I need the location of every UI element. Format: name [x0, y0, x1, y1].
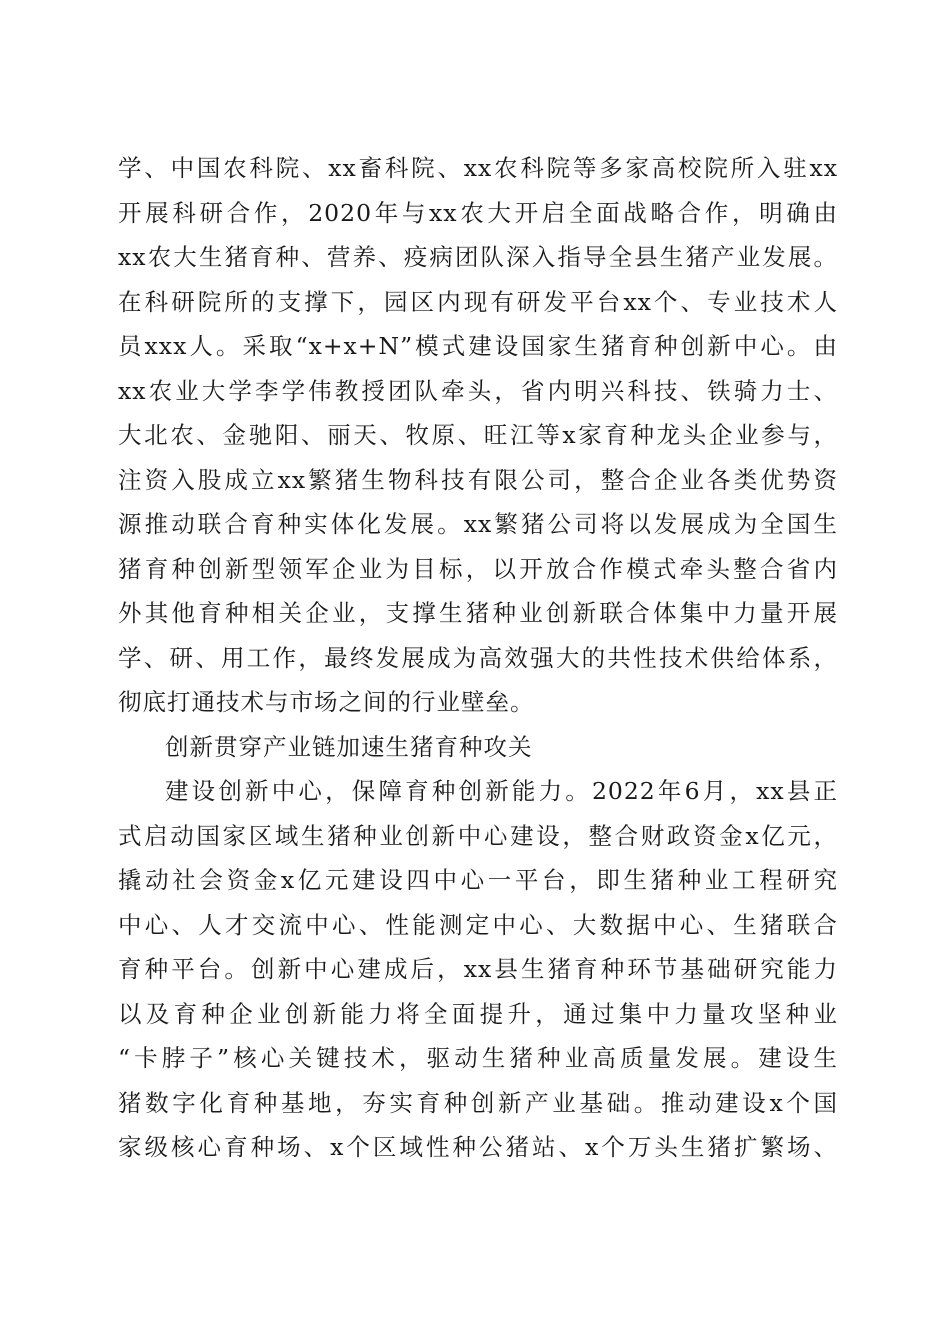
text-line: xx农大生猪育种、营养、疫病团队深入指导全县生猪产业发展。 [118, 243, 838, 271]
text-line: 以及育种企业创新能力将全面提升，通过集中力量攻坚种业 [118, 999, 838, 1028]
text-line: 中心、人才交流中心、性能测定中心、大数据中心、生猪联合 [118, 910, 838, 939]
text-line: “卡脖子”核心关键技术，驱动生猪种业高质量发展。建设生 [118, 1044, 838, 1072]
text-line: 开展科研合作，2020年与xx农大开启全面战略合作，明确由 [118, 198, 838, 227]
text-line: 学、研、用工作，最终发展成为高效强大的共性技术供给体系， [118, 643, 838, 672]
text-line: 员xxx人。采取“x+x+N”模式建设国家生猪育种创新中心。由 [118, 332, 838, 360]
text-line: 大北农、金驰阳、丽天、牧原、旺江等x家育种龙头企业参与， [118, 421, 838, 449]
text-line: 建设创新中心，保障育种创新能力。2022年6月，xx县正 [165, 777, 838, 805]
text-line: 家级核心育种场、x个区域性种公猪站、x个万头生猪扩繁场、 [118, 1133, 838, 1161]
text-line: 学、中国农科院、xx畜科院、xx农科院等多家高校院所入驻xx [118, 154, 838, 182]
text-line: 注资入股成立xx繁猪生物科技有限公司，整合企业各类优势资 [118, 465, 838, 494]
text-line: 外其他育种相关企业，支撑生猪种业创新联合体集中力量开展 [118, 599, 838, 627]
text-line: 猪数字化育种基地，夯实育种创新产业基础。推动建设x个国 [118, 1088, 838, 1117]
paragraph-1 [118, 146, 838, 725]
text-line: 式启动国家区域生猪种业创新中心建设，整合财政资金x亿元， [118, 821, 838, 850]
text-line: 育种平台。创新中心建成后，xx县生猪育种环节基础研究能力 [118, 955, 838, 983]
document-body [118, 146, 838, 1170]
paragraph-2 [118, 769, 838, 1170]
text-line: xx农业大学李学伟教授团队牵头，省内明兴科技、铁骑力士、 [118, 376, 838, 405]
section-heading: 创新贯穿产业链加速生猪育种攻关 [165, 732, 533, 761]
text-line: 彻底打通技术与市场之间的行业壁垒。 [118, 688, 535, 716]
text-line: 在科研院所的支撑下，园区内现有研发平台xx个、专业技术人 [118, 287, 838, 316]
text-line: 撬动社会资金x亿元建设四中心一平台，即生猪种业工程研究 [118, 866, 838, 894]
text-line: 猪育种创新型领军企业为目标，以开放合作模式牵头整合省内 [118, 554, 838, 583]
text-line: 源推动联合育种实体化发展。xx繁猪公司将以发展成为全国生 [118, 510, 838, 538]
